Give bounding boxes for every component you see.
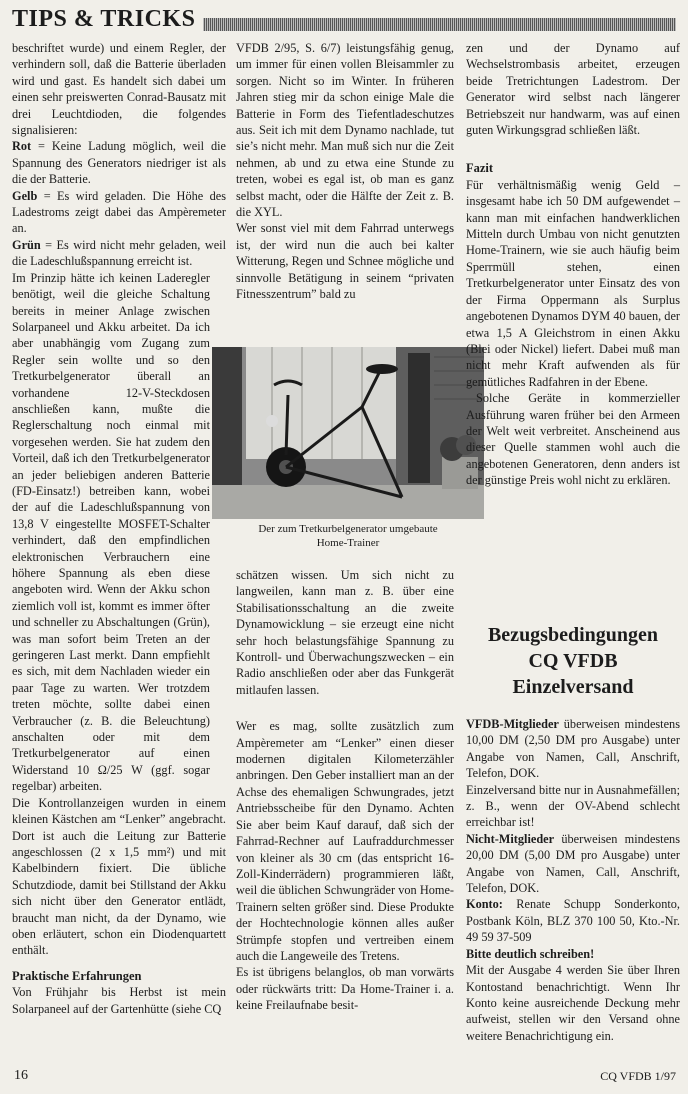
paragraph: Wer es mag, sollte zusätzlich zum Ampèremeter am “Lenker” einen dieser modernen digitalen Kilometerzähler anbringen. Den Geber installiert man an der Achse des ehemaligen Schwungrades, jetzt Antriebsscheibe für den Dynamo. Achten Sie aber beim Kauf darauf, daß sich der Fahrrad-Rechner auf Laufraddurchmesser von kleiner als 30 cm (das entspricht 16-Zoll-Kinderrädern) programmieren läßt, weil die üblichen Schwungräder von Home-Trainern selten größer sind. Diese Produkte der Hochtechnologie können alles außer Strümpfe stopfen und vertreiben einem auch die Langeweile des Tretens. bbox=[236, 719, 454, 963]
paragraph-gelb bbox=[12, 188, 226, 237]
column-2-lower bbox=[236, 567, 454, 1014]
paragraph: Wer sonst viel mit dem Fahrrad unterwegs ist, der wird nun die auch bei kalter Witterung, Regen und Schnee mögliche und sinnvolle Betätigung in seinem “privaten Fitnesszentrum” bald zu bbox=[236, 221, 454, 302]
paragraph: zen und der Dynamo auf Wechselstrombasis arbeitet, erzeugen beide Tretrichtungen Ladestrom. Der Generator wird selbst nach längerer Betriebszeit nur handwarm, was auf einen guten Wirkungsgrad schließen läßt. bbox=[466, 41, 680, 138]
text-rot: = Keine Ladung möglich, weil die Spannung des Generators niedriger ist als die der Batterie. bbox=[12, 139, 226, 187]
paragraph-nicht-mitglieder bbox=[466, 831, 680, 897]
caption-line-2: Home-Trainer bbox=[316, 537, 380, 549]
paragraph-einzelversand: Einzelversand bitte nur in Ausnahmefällen; z. B., wenn der OV-Abend schlecht erreichbar ist! bbox=[466, 782, 680, 830]
label-vfdb-mitglieder: VFDB-Mitglieder bbox=[466, 717, 559, 731]
box-title bbox=[466, 622, 680, 700]
label-gelb: Gelb bbox=[12, 188, 38, 203]
page-number: 16 bbox=[14, 1068, 28, 1083]
subheading-fazit: Fazit bbox=[466, 161, 494, 176]
paragraph-vfdb bbox=[466, 716, 680, 782]
box-title-line-3: Einzelversand bbox=[512, 676, 634, 698]
subscription-info bbox=[466, 716, 680, 1044]
home-trainer-photo bbox=[212, 347, 484, 519]
paragraph: schätzen wissen. Um sich nicht zu langweilen, kann man z. B. über eine Stabilisationsschaltung an die zweite Dynamowicklung – sie erzeugt eine nicht sehr hoch belastungsfähige Spannung zu Kontroll- und Überwachungszwecken – ein Radio anschließen oder aber das Funkgerät mitlaufen lassen. bbox=[236, 568, 454, 697]
label-konto: Konto: bbox=[466, 897, 503, 912]
page-header bbox=[12, 4, 676, 34]
box-title-line-2: CQ VFDB bbox=[528, 650, 618, 672]
paragraph-rot bbox=[12, 138, 226, 187]
text-gruen: = Es wird nicht mehr geladen, weil die Ladeschlußspannung erreicht ist. bbox=[12, 237, 226, 269]
paragraph-bitte bbox=[466, 946, 680, 962]
paragraph: Für verhältnismäßig wenig Geld – insgesamt habe ich 50 DM aufgewendet – kann man mit einfachen handwerklichen Mitteln durch Umbau von nicht genutzten Home-Trainern, wie sie auch häufig beim Sperrmüll stehen, einen Tretkurbelgenerator unter Einsatz des von der Firma Oppermann als Surplus angebotenen Dynamos DYM 40 bauen, der etwa 1,5 A Gleichstrom in einen Akku (Blei oder Nickel) liefert. Dabei muß man nicht mehr Kraft aufwenden als für gemütliches Radfahren in der Ebene. bbox=[466, 177, 680, 389]
column-1 bbox=[12, 40, 226, 1017]
caption-line-1: Der zum Tretkurbelgenerator umgebaute bbox=[258, 523, 438, 535]
subheading-praktische-erfahrungen: Praktische Erfahrungen bbox=[12, 968, 142, 983]
photo-caption bbox=[212, 522, 484, 550]
photo-illustration bbox=[212, 347, 484, 519]
paragraph-gruen bbox=[12, 237, 226, 270]
section-title: TIPS & TRICKS bbox=[12, 4, 203, 34]
label-rot: Rot bbox=[12, 139, 32, 154]
paragraph-konto bbox=[466, 896, 680, 945]
paragraph: Es ist übrigens belanglos, ob man vorwärts oder rückwärts tritt: Da Home-Trainer i. a. keine Freilaufnabe besit- bbox=[236, 965, 454, 1013]
text-nicht: überweisen mindestens 20,00 DM (5,00 DM pro Ausgabe) unter Angabe von Namen, Call, Anschrift, Telefon, DOK. bbox=[466, 831, 680, 896]
paragraph: Die Kontrollanzeigen wurden in einem kleinen Kästchen am “Lenker” angebracht. Dort ist auch die Leitung zur Batterie angeschlossen (2 x 1,5 mm²) und mit Kabelbindern fixiert. Die übliche Schutzdiode, damit bei Stillstand der Akku sich nicht über den Generator entlädt, braucht man nicht, da der Dynamo, wie oben erläutert, schon ein Diodenquartett enthält. bbox=[12, 795, 226, 958]
paragraph: VFDB 2/95, S. 6/7) leistungsfähig genug, um immer für einen vollen Bleisammler zu sorgen. Nicht so im Winter. In früheren Jahren stieg mir da schon einige Male die Batterie in Form des Tiefentladeschutzes aus. Seit ich mit dem Dynamo nachlade, tut sie’s nicht mehr. Man muß sich nur die Zeit nehmen, ab und zu etwa eine Stunde zu treten, wobei es egal ist, ob man es ganz selbst macht, oder die Hälfte der Zeit z. B. die XYL. bbox=[236, 41, 454, 220]
paragraph: Von Frühjahr bis Herbst ist mein Solarpaneel auf der Gartenhütte (siehe CQ bbox=[12, 985, 226, 1016]
label-nicht-mitglieder: Nicht-Mitglieder bbox=[466, 831, 555, 846]
label-bitte: Bitte deutlich schreiben! bbox=[466, 946, 595, 961]
column-2 bbox=[236, 40, 454, 303]
text-vfdb: überweisen mindestens 10,00 DM (2,50 DM pro Ausgabe) unter Angabe von Namen, Call, Anschrift, Telefon, DOK. bbox=[466, 717, 680, 781]
issue-label: CQ VFDB 1/97 bbox=[600, 1069, 676, 1083]
label-gruen: Grün bbox=[12, 237, 41, 252]
text-gelb: = Es wird geladen. Die Höhe des Ladestroms zeigt dabei das Ampèremeter an. bbox=[12, 188, 226, 236]
paragraph-kontostand: Mit der Ausgabe 4 werden Sie über Ihren Kontostand benachrichtigt. Wenn Ihr Konto keine ausreichende Deckung mehr aufweist, stellen wir den Versand ohne weitere Benachrichtigung ein. bbox=[466, 963, 680, 1043]
text-konto: Renate Schupp Sonderkonto, Postbank Köln, BLZ 370 100 50, Kto.-Nr. 49 59 37-509 bbox=[466, 897, 680, 945]
column-3 bbox=[466, 40, 680, 489]
box-title-line-1: Bezugsbedingungen bbox=[487, 624, 659, 646]
paragraph: Im Prinzip hätte ich keinen Laderegler benötigt, weil die gleiche Schaltung bereits in meiner Anlage zwischen Solarpaneel und Akku arbeitet. Da ich aber unabhängig vom Zugang zum Regler sein wollte und so den Tretkurbelgenerator überall an vorhandene 12-V-Steckdosen anschließen kann, mußte die Reglerschaltung noch einmal mit vorgesehen werden. Sie hat zudem den Vorteil, daß ich den Tretkurbelgenerator an jeder beliebigen anderen Batterie (FD-Einsatz!) betreiben kann, wobei der auf die Ladeschlußspannung von 13,8 V eingestellte MOSFET-Schalter verhindert, daß den empfindlichen elektronischen Verbrauchern eine höhere Spannung als eben diese angeboten wird. Wenn der Akku schon ziemlich voll ist, kommt es immer öfter und schneller zu Abschaltungen (Grün), was man sofort beim Treten an der geringeren Last merkt. Dann empfiehlt es sich, mit dem Nachladen wieder ein paar Tage zu warten. Wer trotzdem treten möchte, sollte dabei einen Verbraucher (z. B. die Beleuchtung) anschalten oder mit dem Tretkurbelgenerator auf einen Widerstand 10 Ω/25 W (ggf. sogar regelbar) arbeiten. bbox=[12, 270, 210, 794]
paragraph: beschriftet wurde) und einem Regler, der verhindern soll, daß die Batterie überladen wird und gast. Es handelt sich dabei um einen sehr preiswerten Conrad-Bausatz mit drei Leuchtdioden, die folgendes signalisieren: bbox=[12, 41, 226, 138]
paragraph: Solche Geräte in kommerzieller Ausführung waren früher bei den Armeen der Welt weit verbreitet. Anscheinend aus dieser Quelle stammen wohl auch die angebotenen Generatoren, denn anders ist der günstige Preis wohl nicht zu erklären. bbox=[466, 391, 680, 488]
